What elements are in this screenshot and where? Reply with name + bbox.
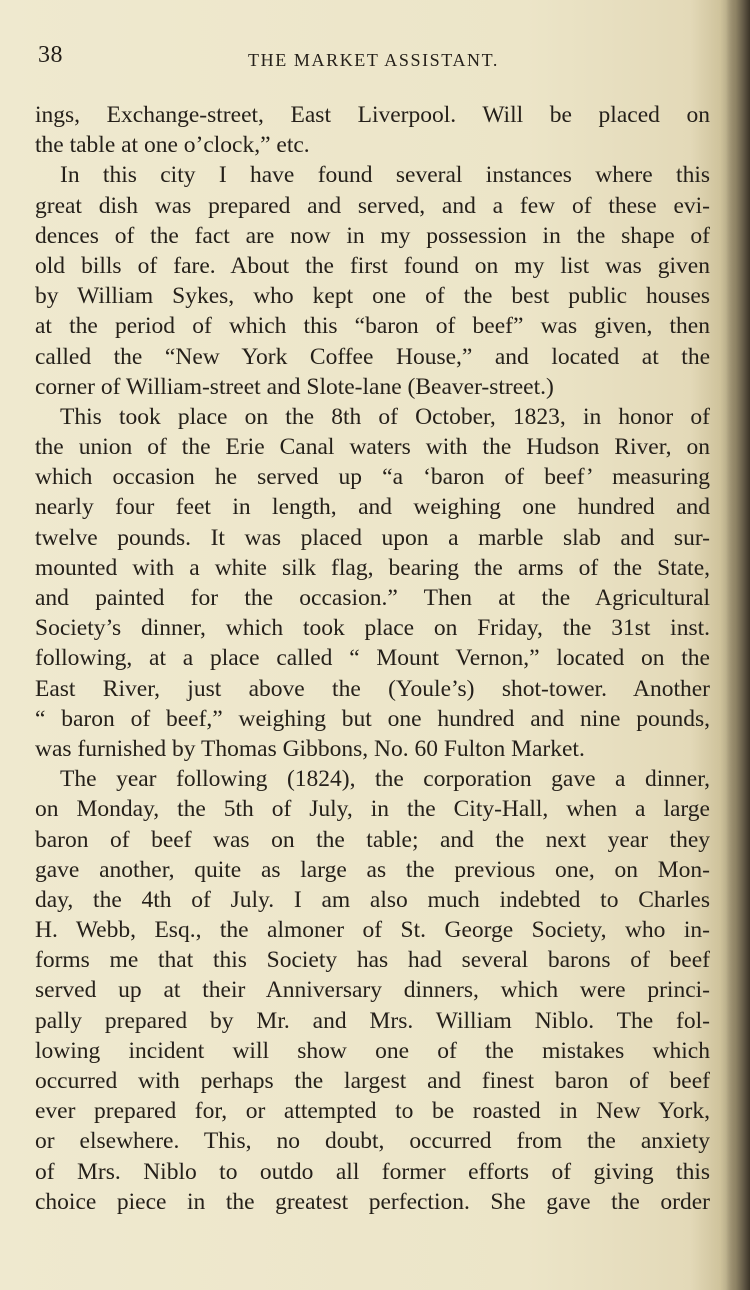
text-line: This took place on the 8th of October, 1823, in honor of (60, 403, 710, 430)
text-line: The year following (1824), the corporation gave a dinner, (60, 766, 710, 793)
text-line: on Monday, the 5th of July, in the City-Hall, when a large (35, 796, 710, 823)
text-line: forms me that this Society has had several barons of beef (35, 947, 710, 974)
text-line: served up at their Anniversary dinners, which were princi- (35, 977, 710, 1004)
text-line: great dish was prepared and served, and a few of these evi- (35, 192, 710, 219)
text-line: following, at a place called “ Mount Vernon,” located on the (35, 645, 710, 672)
text-line: at the period of which this “baron of beef” was given, then (35, 313, 710, 340)
text-line: ings, Exchange-street, East Liverpool. Will be placed on (35, 102, 710, 128)
text-line: dences of the fact are now in my possession in the shape of (35, 222, 710, 249)
text-line: the table at one o’clock,” etc. (35, 132, 310, 159)
text-line: called the “New York Coffee House,” and located at the (35, 343, 710, 370)
text-line: occurred with perhaps the largest and finest baron of beef (35, 1068, 710, 1094)
text-line: nearly four feet in length, and weighing one hundred and (35, 494, 710, 521)
text-line: and painted for the occasion.” Then at the Agricultural (35, 585, 710, 611)
text-line: the union of the Erie Canal waters with the Hudson River, on (35, 434, 710, 461)
text-line: In this city I have found several instances where this (60, 162, 710, 189)
text-line: Society’s dinner, which took place on Friday, the 31st inst. (35, 615, 710, 642)
text-line: or elsewhere. This, no doubt, occurred from the anxiety (35, 1128, 710, 1155)
running-head: THE MARKET ASSISTANT. (248, 50, 500, 70)
text-line: twelve pounds. It was placed upon a marble slab and sur- (35, 524, 710, 551)
text-line: H. Webb, Esq., the almoner of St. George Society, who in- (35, 917, 710, 944)
text-line: corner of William-street and Slote-lane (Beaver-street.) (35, 373, 554, 400)
page-gutter-shadow (726, 0, 750, 1290)
text-line: of Mrs. Niblo to outdo all former efforts of giving this (35, 1158, 710, 1185)
text-line: was furnished by Thomas Gibbons, No. 60 Fulton Market. (35, 735, 585, 762)
page-header (38, 40, 718, 80)
text-line: East River, just above the (Youle’s) shot-tower. Another (35, 675, 710, 702)
text-line: “ baron of beef,” weighing but one hundred and nine pounds, (35, 705, 710, 732)
text-line: choice piece in the greatest perfection. She gave the order (35, 1188, 710, 1215)
text-line: pally prepared by Mr. and Mrs. William Niblo. The fol- (35, 1007, 710, 1034)
text-line: baron of beef was on the table; and the next year they (35, 826, 710, 853)
text-line: gave another, quite as large as the previous one, on Mon- (35, 856, 710, 883)
text-line: ever prepared for, or attempted to be roasted in New York, (35, 1098, 710, 1125)
text-line: mounted with a white silk flag, bearing the arms of the State, (35, 554, 710, 581)
text-line: old bills of fare. About the first found on my list was given (35, 252, 710, 279)
text-line: day, the 4th of July. I am also much indebted to Charles (35, 886, 710, 913)
text-line: which occasion he served up “a ‘baron of beef’ measuring (35, 464, 710, 491)
text-line: by William Sykes, who kept one of the best public houses (35, 283, 710, 310)
body-text (35, 100, 710, 1217)
text-line: lowing incident will show one of the mistakes which (35, 1037, 710, 1064)
page-number: 38 (38, 42, 63, 68)
